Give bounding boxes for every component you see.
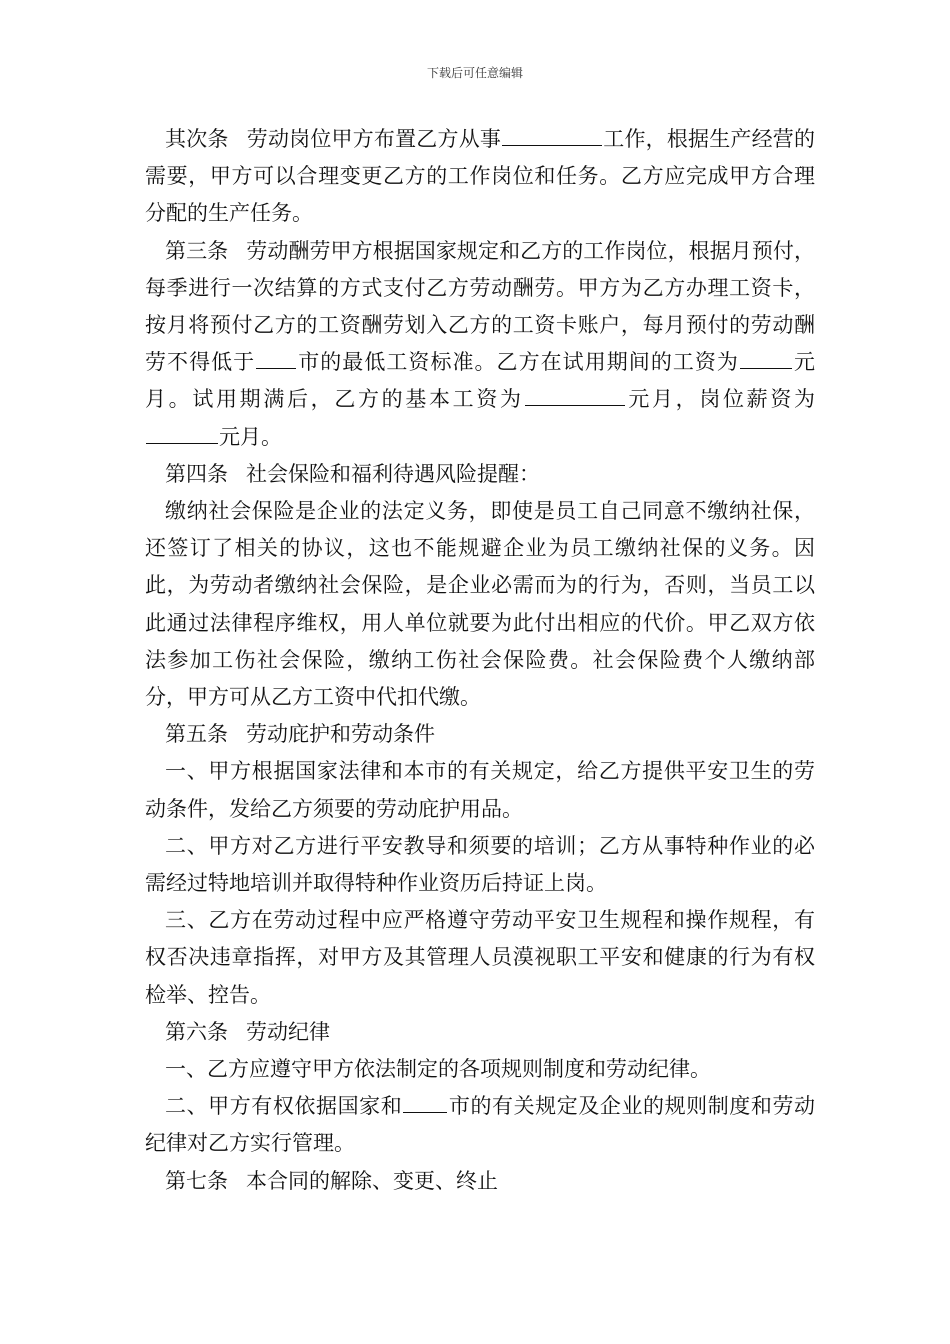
fill-in-blank — [740, 346, 792, 369]
contract-paragraph — [145, 902, 815, 1014]
contract-paragraph — [145, 753, 815, 827]
fill-in-blank — [525, 383, 625, 406]
paragraph-text: 劳动庇护和劳动条件 — [246, 722, 435, 747]
paragraph-text: 第六条 — [165, 1019, 228, 1044]
paragraph-text: 市的有关规定及企业的规则制度和劳动纪律对乙方实行管理。 — [145, 1094, 816, 1156]
contract-paragraph — [145, 233, 815, 456]
paragraph-text: 劳动岗位甲方布置乙方从事 — [246, 127, 502, 151]
contract-paragraph — [145, 828, 815, 902]
fill-in-blank — [403, 1090, 447, 1113]
contract-paragraph — [145, 716, 815, 753]
fill-in-blank — [502, 123, 602, 146]
paragraph-text: 劳动酬劳甲方根据国家规定和乙方的工作岗位，根据月预付，每季进行一次结算的方式支付乙方劳动酬劳。甲方为乙方办理工资卡，按月将预付乙方的工资酬劳划入乙方的工资卡账户，每月预付的劳动酬劳不得低于 — [145, 238, 816, 375]
paragraph-text: 其次条 — [165, 127, 229, 151]
contract-paragraph — [145, 1014, 815, 1051]
fill-in-blank — [146, 421, 218, 444]
paragraph-text: 社会保险和福利待遇风险提醒： — [246, 461, 540, 486]
paragraph-text: 元月。试用期满后，乙方的基本工资为 — [145, 350, 816, 412]
contract-paragraph — [145, 1051, 815, 1088]
paragraph-text: 第七条 — [165, 1168, 228, 1193]
paragraph-text: 工作，根据生产经营的需要，甲方可以合理变更乙方的工作岗位和任务。乙方应完成甲方合理分配的生产任务。 — [145, 127, 816, 226]
fill-in-blank — [256, 346, 296, 369]
paragraph-text: 元月，岗位薪资为 — [625, 387, 816, 412]
paragraph-text: 二、甲方对乙方进行平安教导和须要的培训；乙方从事特种作业的必需经过特地培训并取得特种作业资历后持证上岗。 — [145, 833, 815, 896]
paragraph-text: 三、乙方在劳动过程中应严格遵守劳动平安卫生规程和操作规程，有权否决违章指挥，对甲方及其管理人员漠视职工平安和健康的行为有权检举、控告。 — [145, 908, 815, 1007]
paragraph-text: 第五条 — [165, 722, 228, 747]
paragraph-text: 第三条 — [165, 238, 229, 263]
paragraph-text: 一、甲方根据国家法律和本市的有关规定，给乙方提供平安卫生的劳动条件，发给乙方须要的劳动庇护用品。 — [145, 759, 815, 821]
paragraph-text: 本合同的解除、变更、终止 — [246, 1168, 498, 1193]
contract-paragraph — [145, 121, 815, 233]
contract-body — [145, 121, 815, 1200]
paragraph-text: 缴纳社会保险是企业的法定义务，即使是员工自己同意不缴纳社保，还签订了相关的协议，这也不能规避企业为员工缴纳社保的义务。因此，为劳动者缴纳社会保险，是企业必需而为的行为，否则，当员工以此通过法律程序维权，用人单位就要为此付出相应的代价。甲乙双方依法参加工伤社会保险，缴纳工伤社会保险费。社会保险费个人缴纳部分，甲方可从乙方工资中代扣代缴。 — [145, 499, 815, 710]
paragraph-text: 市的最低工资标准。乙方在试用期间的工资为 — [297, 350, 739, 375]
paragraph-text: 元月。 — [219, 424, 282, 449]
paragraph-text: 劳动纪律 — [246, 1019, 330, 1044]
paragraph-text: 一、乙方应遵守甲方依法制定的各项规则制度和劳动纪律。 — [165, 1057, 711, 1082]
paragraph-text: 二、甲方有权依据国家和 — [165, 1094, 403, 1119]
page-header-caption: 下载后可任意编辑 — [426, 66, 523, 80]
contract-paragraph — [145, 493, 815, 716]
contract-paragraph — [145, 1163, 815, 1200]
paragraph-text: 第四条 — [165, 461, 228, 486]
contract-paragraph — [145, 456, 815, 493]
contract-paragraph — [145, 1088, 815, 1162]
